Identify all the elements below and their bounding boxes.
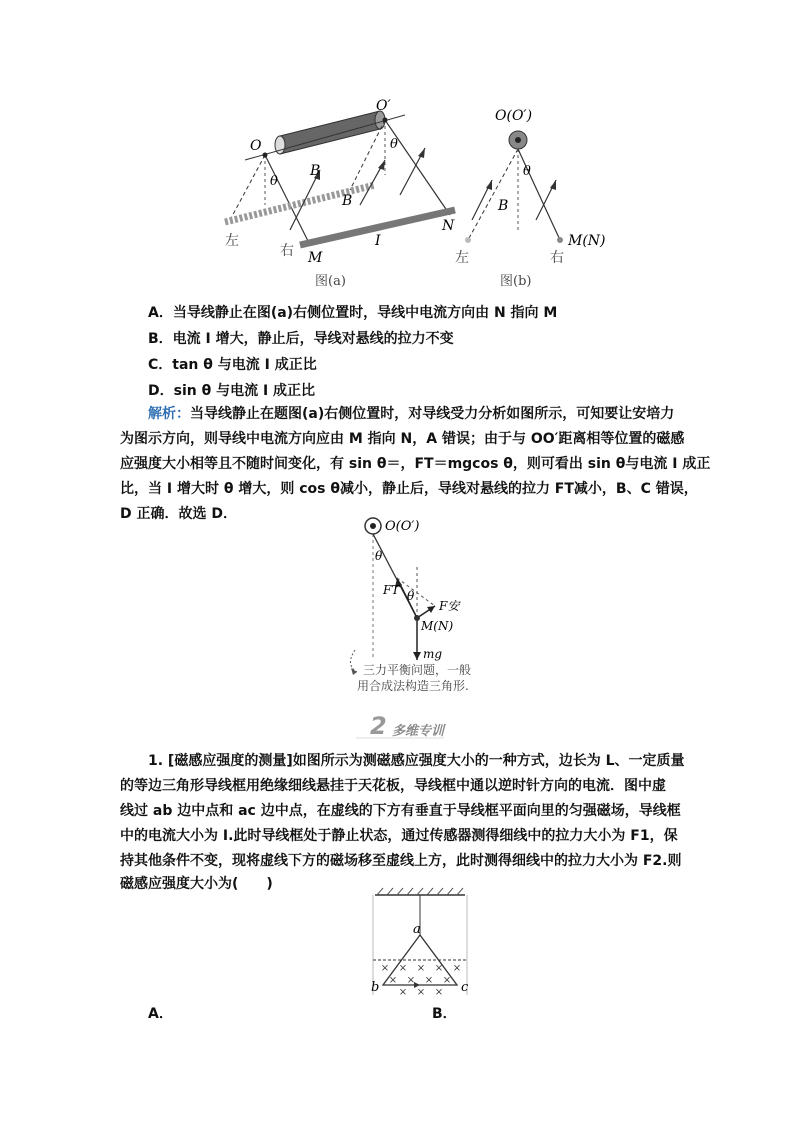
label-theta-fig2-2: θ (407, 589, 415, 603)
analysis-label: 解析： (148, 406, 190, 422)
label-right-a: 右 (280, 243, 294, 259)
problem-line-3: 线过 ab 边中点和 ac 边中点，在虚线的下方有垂直于导线框平面向里的匀强磁场，导线框 (120, 803, 681, 819)
cross-1: × (380, 963, 390, 974)
label-F-an: F安 (439, 599, 460, 613)
analysis-line-5: D 正确．故选 D． (120, 506, 237, 522)
label-B-a2: B (342, 193, 353, 209)
analysis-line-3: 应强度大小相等且不随时间变化，有 sin θ＝，FT＝mgcos θ，则可看出 sin θ与电流 I 成正 (120, 456, 711, 472)
label-M: M (308, 250, 323, 266)
section-title: 多维专训 (392, 724, 445, 739)
cross-7: × (406, 975, 416, 986)
label-N: N (442, 218, 455, 234)
cross-5: × (452, 963, 462, 974)
problem-line-1: 1. [磁感应强度的测量]如图所示为测磁感应强度大小的一种方式，边长为 L、一定质量 (148, 753, 685, 769)
label-I: I (375, 233, 381, 249)
problem-line-2: 的等边三角形导线框用绝缘细线悬挂于天花板，导线框中通以逆时针方向的电流．图中虚 (120, 778, 666, 794)
label-MN-fig2: M(N) (421, 619, 454, 633)
answer-a: A． (148, 1006, 173, 1022)
cross-8: × (424, 975, 434, 986)
caption-b: 图(b) (500, 274, 532, 289)
label-OOp-b: O(O′) (495, 108, 533, 124)
analysis-line-1 (148, 403, 674, 423)
analysis-line-2: 为图示方向，则导线中电流方向应由 M 指向 N，A 错误；由于与 OO′距离相等位置的磁感 (120, 431, 685, 447)
label-b-fig3: b (371, 980, 380, 995)
label-left-a: 左 (225, 233, 239, 249)
label-O-prime: O′ (376, 98, 391, 114)
cross-12: × (434, 987, 444, 998)
label-theta-a1: θ (270, 174, 278, 189)
cross-4: × (434, 963, 444, 974)
problem-line-6: 磁感应强度大小为( ) (120, 876, 273, 892)
figure-b (455, 108, 606, 289)
label-theta-fig2-1: θ (375, 549, 383, 563)
cross-10: × (398, 987, 408, 998)
section-number: 2 (370, 712, 387, 740)
label-a-fig3: a (413, 922, 421, 937)
label-theta-a2: θ (390, 137, 398, 152)
label-MN-b: M(N) (568, 233, 606, 249)
label-left-b: 左 (455, 250, 469, 266)
note-line-2: 用合成法构造三角形. (357, 679, 469, 693)
label-B-b: B (498, 198, 509, 214)
option-b: B．电流 I 增大，静止后，导线对悬线的拉力不变 (148, 331, 454, 347)
figure-1 (210, 90, 630, 295)
cross-2: × (398, 963, 408, 974)
label-c-fig3: c (461, 980, 469, 995)
analysis-line-4: 比，当 I 增大时 θ 增大，则 cos θ减小，静止后，导线对悬线的拉力 FT减小，B、C 错误， (120, 481, 698, 497)
problem-line-5: 持其他条件不变，现将虚线下方的磁场移至虚线上方，此时测得细线中的拉力大小为 F2.则 (120, 853, 682, 869)
option-c: C．tan θ 与电流 I 成正比 (148, 357, 317, 373)
cross-9: × (442, 975, 452, 986)
label-mg: mg (423, 647, 443, 661)
option-d: D．sin θ 与电流 I 成正比 (148, 383, 316, 399)
upper-rod (275, 111, 385, 154)
answer-b: B． (432, 1006, 457, 1022)
label-theta-b: θ (523, 164, 531, 179)
problem-line-4: 中的电流大小为 I.此时导线框处于静止状态，通过传感器测得细线中的拉力大小为 F1，保 (120, 828, 678, 844)
label-FT: FT (383, 583, 400, 597)
figure-3 (365, 885, 475, 1000)
cross-3: × (416, 963, 426, 974)
cross-11: × (416, 987, 426, 998)
caption-a: 图(a) (315, 274, 346, 289)
option-a: A．当导线静止在图(a)右侧位置时，导线中电流方向由 N 指向 M (148, 305, 558, 321)
note-line-1: 三力平衡问题，一般 (363, 663, 472, 677)
label-O: O (250, 138, 262, 154)
cross-6: × (388, 975, 398, 986)
label-right-b: 右 (550, 250, 564, 266)
section-header (356, 712, 445, 742)
figure-a (225, 98, 455, 289)
figure-2 (335, 510, 495, 700)
analysis-text-1: 当导线静止在题图(a)右侧位置时，对导线受力分析如图所示，可知要让安培力 (190, 406, 675, 422)
label-OOp-fig2: O(O′) (385, 519, 420, 534)
label-B-a1: B (310, 163, 321, 179)
